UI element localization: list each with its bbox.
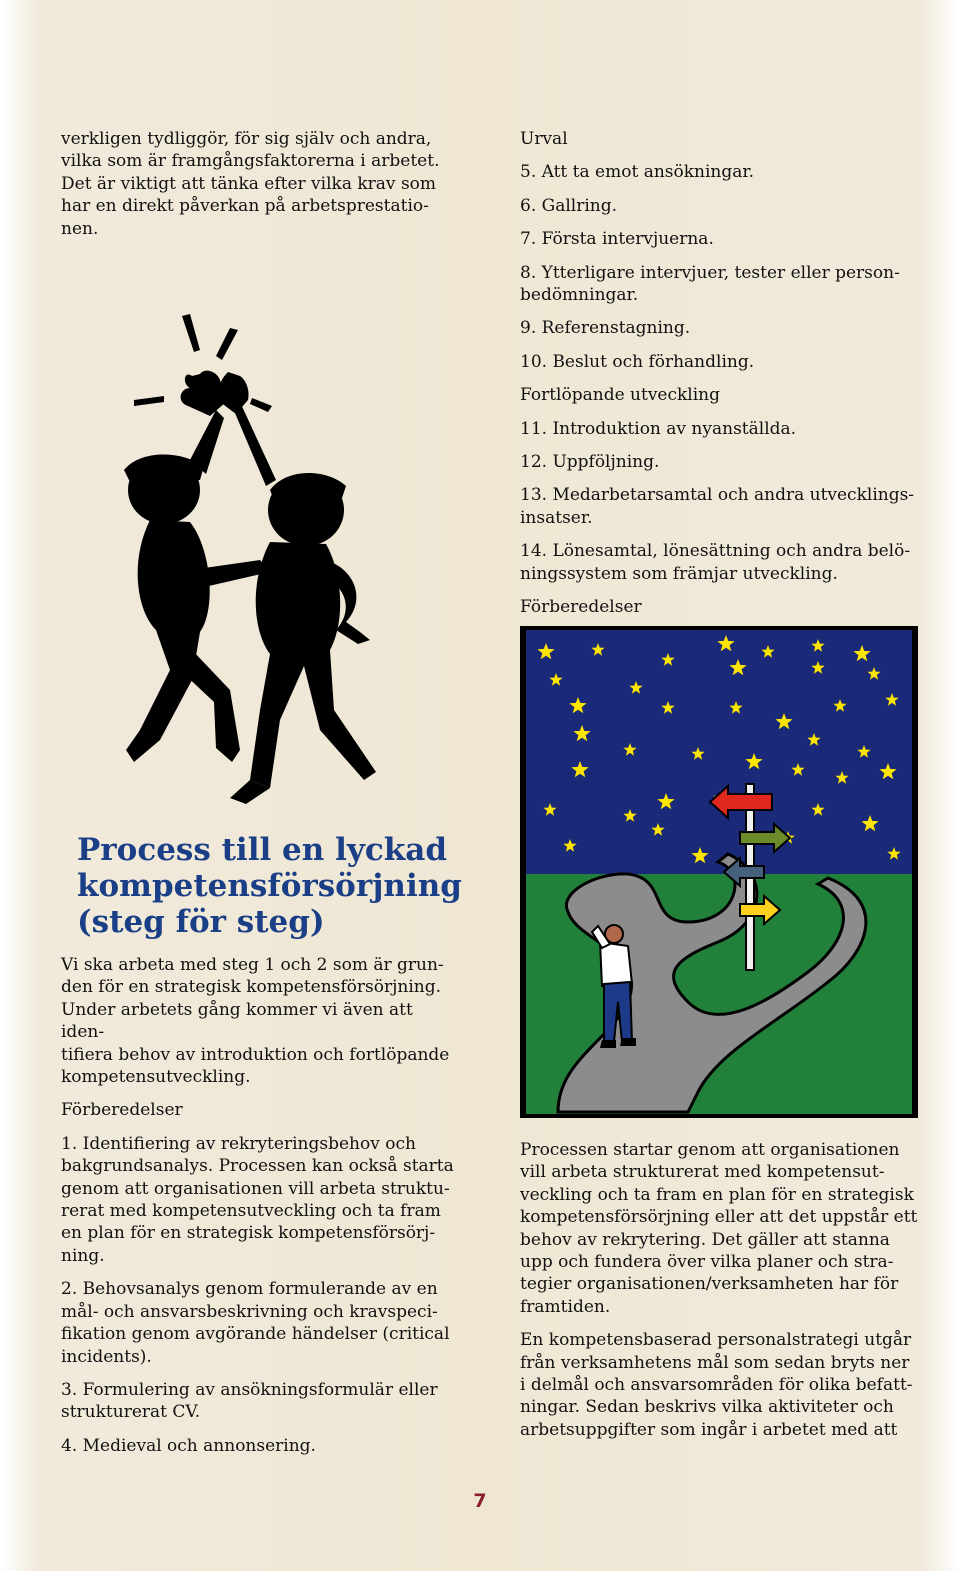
step-7: 7. Första intervjuerna. bbox=[520, 229, 714, 250]
text-line: i delmål och ansvarsområden för olika befatt- bbox=[520, 1375, 913, 1396]
section-heading bbox=[77, 832, 462, 940]
text-line: tegier organisationen/verksamheten har för bbox=[520, 1274, 899, 1295]
text-line: arbetsuppgifter som ingår i arbetet med att bbox=[520, 1419, 898, 1440]
step-12: 12. Uppföljning. bbox=[520, 452, 660, 473]
right-figure-hat bbox=[270, 473, 346, 500]
text-line: insatser. bbox=[520, 507, 593, 528]
right-figure-raised-arm bbox=[232, 402, 276, 486]
text-line: Processen startar genom att organisationen bbox=[520, 1140, 900, 1160]
text-line: har en direkt påverkan på arbetsprestatio- bbox=[61, 196, 429, 217]
text-line: genom att organisationen vill arbeta struktu- bbox=[61, 1178, 450, 1199]
page-number: 7 bbox=[473, 1490, 487, 1512]
impact-mark bbox=[250, 398, 272, 412]
text-line: ningssystem som främjar utveckling. bbox=[520, 563, 838, 584]
left-figure-leg bbox=[180, 650, 240, 762]
text-line: tifiera behov av introduktion och fortlöpande bbox=[61, 1044, 450, 1065]
text-line: 8. Ytterligare intervjuer, tester eller person- bbox=[520, 262, 900, 283]
text-line: kompetensutveckling. bbox=[61, 1067, 251, 1088]
text-line: 2. Behovsanalys genom formulerande av en bbox=[61, 1279, 438, 1300]
step-14 bbox=[520, 540, 920, 585]
step-4 bbox=[61, 1435, 461, 1457]
impact-mark bbox=[182, 314, 200, 352]
text-line: en plan för en strategisk kompetensförsörj- bbox=[61, 1223, 436, 1244]
right-figure-body bbox=[250, 542, 376, 788]
heading-line: (steg för steg) bbox=[77, 904, 325, 940]
step-11: 11. Introduktion av nyanställda. bbox=[520, 418, 797, 439]
text-line: vilka som är framgångsfaktorerna i arbetet. bbox=[61, 151, 440, 172]
text-line: fikation genom avgörande händelser (critical bbox=[61, 1324, 450, 1345]
text-line: En kompetensbaserad personalstrategi utgår bbox=[520, 1330, 912, 1351]
step-10: 10. Beslut och förhandling. bbox=[520, 351, 755, 372]
night-sky bbox=[526, 630, 912, 882]
impact-mark bbox=[134, 396, 164, 406]
high-five-illustration bbox=[120, 310, 410, 805]
text-line: mål- och ansvarsbeskrivning och kravspeci- bbox=[61, 1301, 438, 1322]
step-9: 9. Referenstagning. bbox=[520, 318, 691, 339]
text-line: vill arbeta strukturerat med kompetensut- bbox=[520, 1162, 885, 1183]
text-line: ning. bbox=[61, 1245, 105, 1266]
step-5: 5. Att ta emot ansökningar. bbox=[520, 162, 755, 183]
left-figure-raised-arm bbox=[190, 410, 224, 474]
text-line: incidents). bbox=[61, 1346, 152, 1367]
text-line: nen. bbox=[61, 218, 99, 239]
right-body bbox=[520, 1139, 920, 1452]
heading-line: kompetensförsörjning bbox=[77, 868, 462, 904]
text-line: 3. Formulering av ansökningsformulär eller bbox=[61, 1379, 438, 1400]
intro-paragraph bbox=[61, 954, 461, 1088]
left-figure-body bbox=[126, 520, 210, 762]
impact-mark bbox=[216, 328, 238, 360]
text-line: 1. Identifiering av rekryteringsbehov och bbox=[61, 1133, 416, 1154]
paragraph-2 bbox=[520, 1329, 920, 1441]
text-line: rerat med kompetensutveckling och ta fram bbox=[61, 1201, 441, 1222]
right-step-list bbox=[520, 128, 920, 630]
urval-label: Urval bbox=[520, 129, 568, 149]
text-line: Det är viktigt att tänka efter vilka krav som bbox=[61, 173, 437, 194]
text-line: behov av rekrytering. Det gäller att stanna bbox=[520, 1229, 890, 1250]
step-3 bbox=[61, 1379, 461, 1424]
text-line: veckling och ta fram en plan för en strategisk bbox=[520, 1184, 914, 1205]
text-line: Under arbetets gång kommer vi även att iden- bbox=[61, 999, 413, 1043]
text-line: 14. Lönesamtal, lönesättning och andra belö- bbox=[520, 541, 911, 562]
text-line: verkligen tydliggör, för sig själv och andra, bbox=[61, 129, 432, 149]
text-line: den för en strategisk kompetensförsörjning. bbox=[61, 977, 442, 998]
forberedelser-label: Förberedelser bbox=[520, 597, 642, 618]
step-8 bbox=[520, 262, 920, 307]
step-2 bbox=[61, 1278, 461, 1368]
text-line: kompetensförsörjning eller att det uppstår ett bbox=[520, 1207, 918, 1228]
text-line: ningar. Sedan beskrivs vilka aktiviteter och bbox=[520, 1397, 894, 1418]
text-line: upp och fundera över vilka planer och stra- bbox=[520, 1252, 894, 1273]
text-line: Vi ska arbeta med steg 1 och 2 som är grun- bbox=[61, 955, 444, 975]
section-label: Förberedelser bbox=[61, 1100, 183, 1121]
left-body bbox=[61, 954, 461, 1468]
text-line: 4. Medieval och annonsering. bbox=[61, 1435, 316, 1456]
fortlopande-label: Fortlöpande utveckling bbox=[520, 385, 721, 406]
left-intro-paragraph bbox=[61, 128, 461, 240]
step-6: 6. Gallring. bbox=[520, 195, 618, 216]
heading-line: Process till en lyckad bbox=[77, 832, 448, 868]
step-1 bbox=[61, 1133, 461, 1267]
crossroads-signpost-illustration bbox=[518, 622, 922, 1122]
text-line: 13. Medarbetarsamtal och andra utvecklings- bbox=[520, 485, 915, 506]
text-line: strukturerat CV. bbox=[61, 1402, 201, 1423]
text-line: bakgrundsanalys. Processen kan också starta bbox=[61, 1156, 454, 1177]
text-line: från verksamhetens mål som sedan bryts ner bbox=[520, 1352, 910, 1373]
paragraph-1 bbox=[520, 1139, 920, 1318]
text-line: bedömningar. bbox=[520, 285, 639, 306]
text-line: framtiden. bbox=[520, 1296, 611, 1317]
step-13 bbox=[520, 484, 920, 529]
